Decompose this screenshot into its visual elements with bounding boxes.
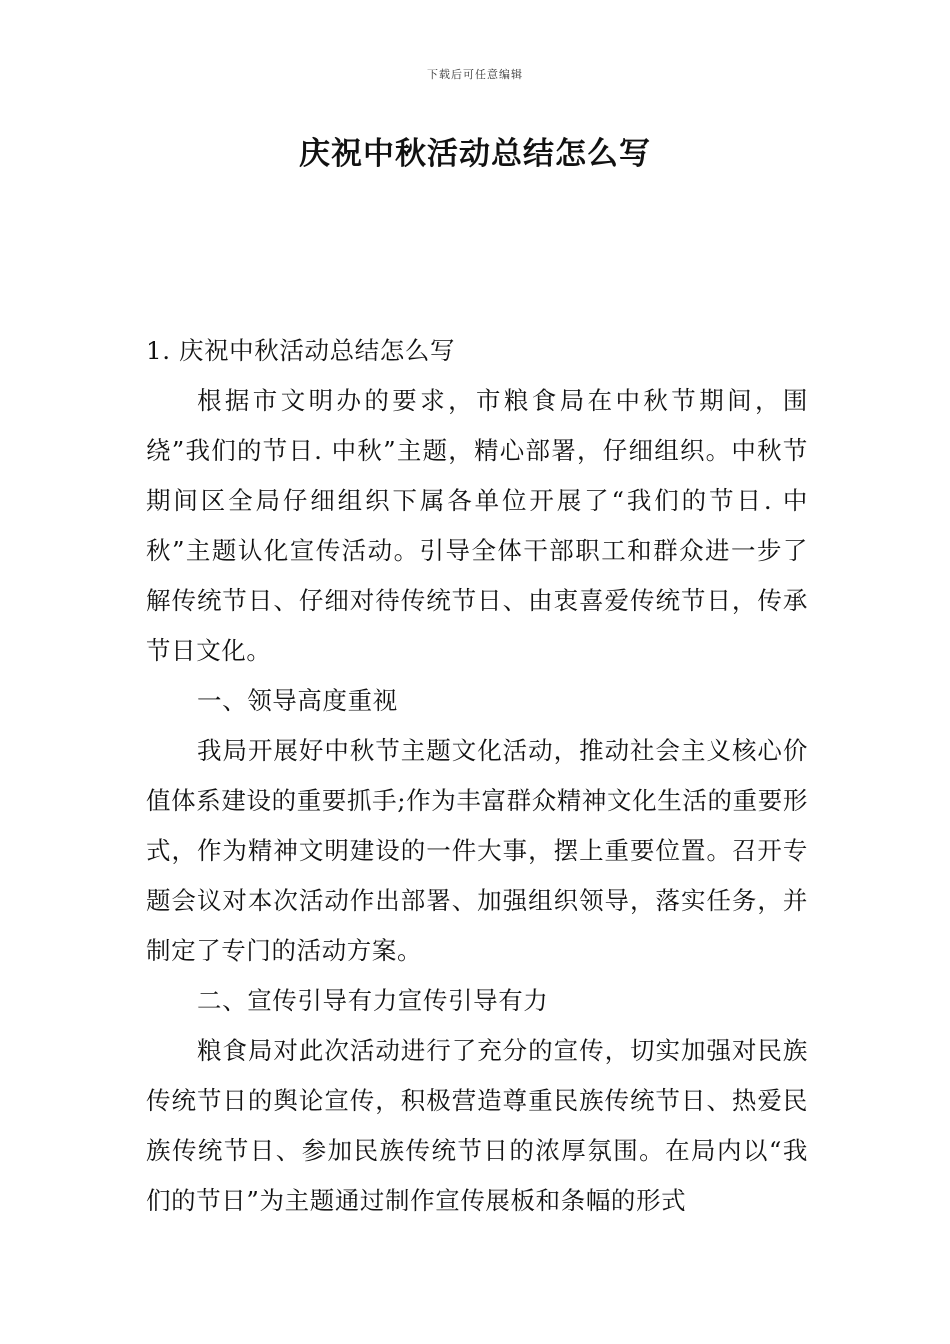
subheading-leadership: 一、领导高度重视 — [197, 686, 398, 715]
body-paragraph: 粮食局对此次活动进行了充分的宣传，切实加强对民族传统节日的舆论宣传，积极营造尊重民族传统节日、热爱民族传统节日、参加民族传统节日的浓厚氛围。在局内以“我们的节日”为主题通过制作宣传展板和条幅的形式 — [146, 1036, 808, 1215]
body-paragraph: 根据市文明办的要求，市粮食局在中秋节期间，围绕”我们的节日. 中秋”主题，精心部署，仔细组织。中秋节期间区全局仔细组织下属各单位开展了“我们的节日. 中秋”主题认化宣传活动。引导全体干部职工和群众进一步了解传统节日、仔细对待传统节日、由衷喜爱传统节日，传承节日文化。 — [146, 386, 808, 665]
header-note: 下载后可任意编辑 — [427, 68, 523, 81]
document-title: 庆祝中秋活动总结怎么写 — [299, 136, 651, 172]
body-paragraph: 我局开展好中秋节主题文化活动，推动社会主义核心价值体系建设的重要抓手;作为丰富群众精神文化生活的重要形式，作为精神文明建设的一件大事，摆上重要位置。召开专题会议对本次活动作出部署、加强组织领导，落实任务，并制定了专门的活动方案。 — [146, 736, 808, 965]
subheading-publicity: 二、宣传引导有力宣传引导有力 — [197, 986, 549, 1015]
section-heading: 1. 庆祝中秋活动总结怎么写 — [146, 336, 456, 365]
document-body — [146, 326, 808, 1226]
